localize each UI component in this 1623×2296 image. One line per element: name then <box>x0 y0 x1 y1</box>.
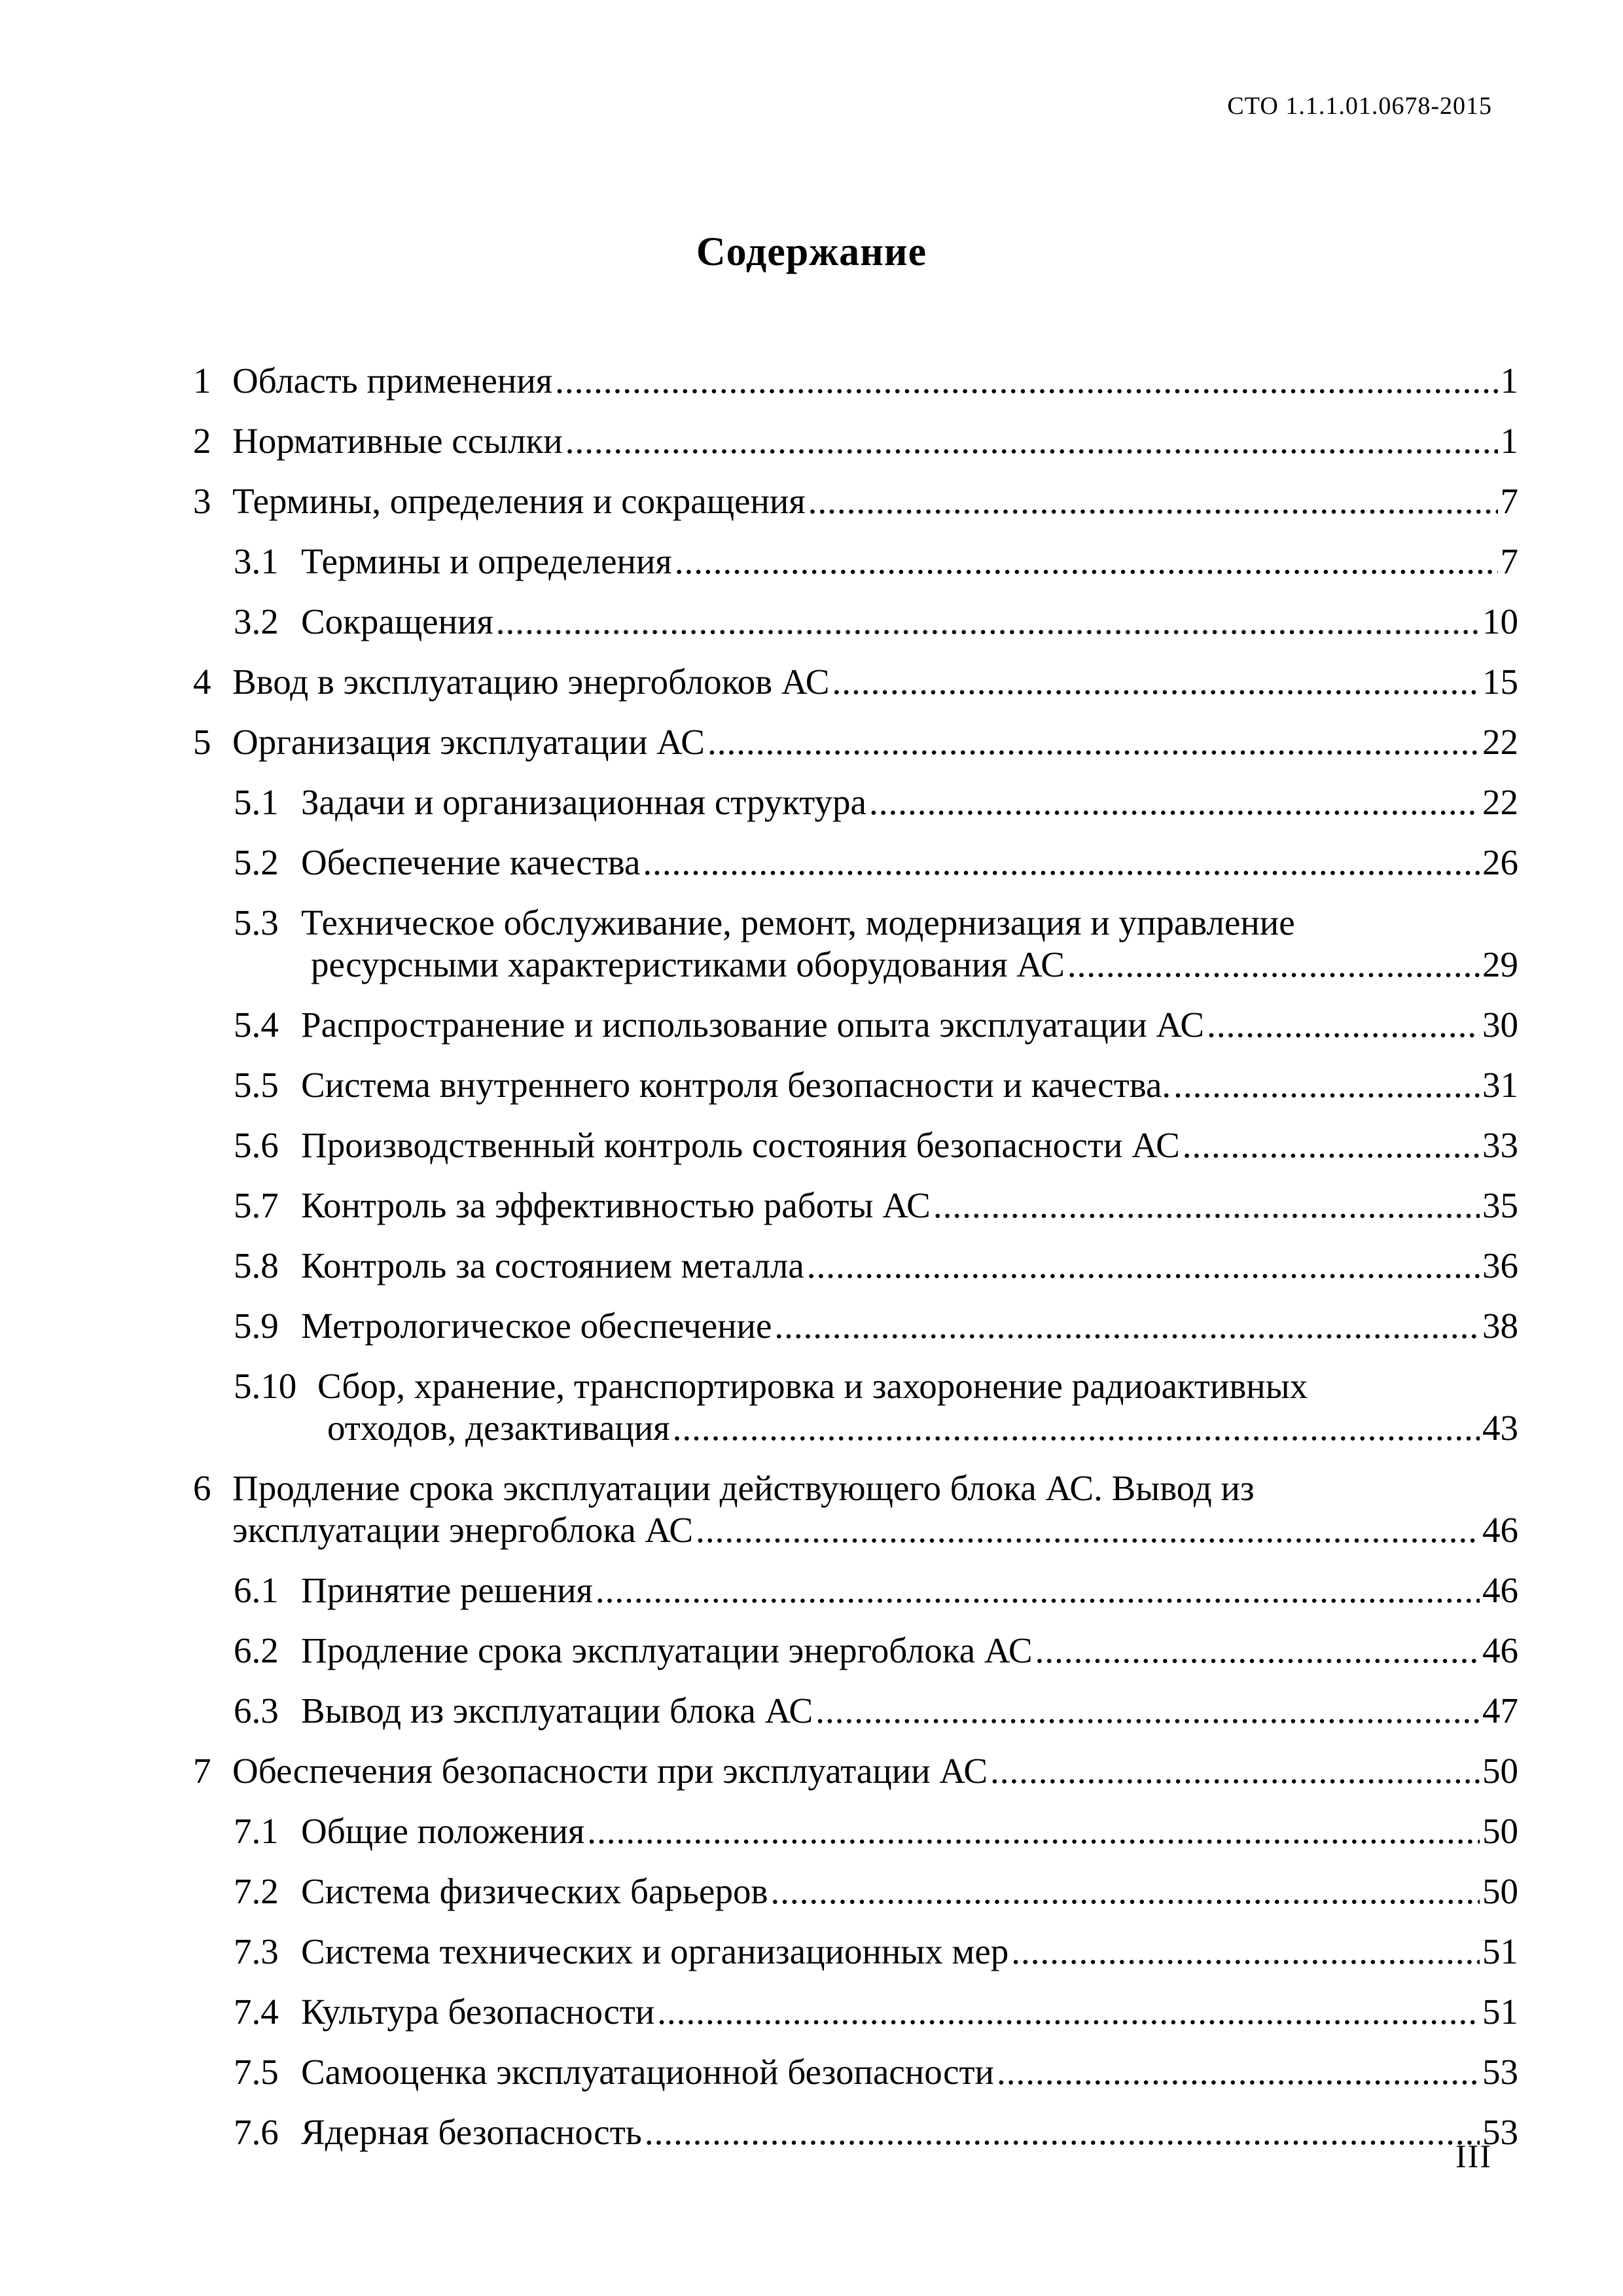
dot-leader <box>707 721 1480 763</box>
toc-entry-title: Термины и определения <box>301 541 672 581</box>
toc-entry-title: Самооценка эксплуатационной безопасности <box>301 2052 994 2092</box>
toc-entry-number: 3 <box>193 481 211 521</box>
dot-leader <box>1207 1004 1480 1046</box>
toc-entry-number: 7.4 <box>234 1992 279 2032</box>
toc-entry-number: 5.3 <box>234 903 279 942</box>
dot-leader <box>496 601 1480 643</box>
toc-entry-page: 46 <box>1482 1570 1518 1610</box>
toc-entry-number: 6.3 <box>234 1691 279 1731</box>
page-number: III <box>1455 2138 1492 2174</box>
dot-leader <box>675 541 1498 583</box>
dot-leader <box>696 1509 1480 1551</box>
toc-subentry[interactable] <box>193 601 1518 643</box>
toc-subentry[interactable] <box>193 1004 1518 1046</box>
toc-subentry[interactable] <box>193 1810 1518 1852</box>
toc-entry-page: 50 <box>1482 1811 1518 1851</box>
toc-entry-number: 5.1 <box>234 782 279 822</box>
dot-leader <box>997 2051 1480 2093</box>
toc-entry-number: 5.9 <box>234 1306 279 1346</box>
toc-entry-page: 1 <box>1500 421 1518 461</box>
toc-entry[interactable] <box>193 480 1518 522</box>
toc-entry-title: Производственный контроль состояния безопасности АС <box>301 1125 1180 1165</box>
toc-entry-page: 7 <box>1500 541 1518 581</box>
dot-leader <box>645 2111 1480 2153</box>
toc-entry-number: 2 <box>193 421 211 461</box>
document-code: СТО 1.1.1.01.0678-2015 <box>1227 92 1492 120</box>
dot-leader <box>832 661 1480 703</box>
page-title: Содержание <box>696 230 927 274</box>
toc-entry-number: 7.1 <box>234 1811 279 1851</box>
toc-entry-number: 7.3 <box>234 1931 279 1971</box>
dot-leader <box>555 360 1497 402</box>
dot-leader <box>565 420 1498 462</box>
toc-entry-page: 22 <box>1482 722 1518 762</box>
toc-entry-number: 7.5 <box>234 2052 279 2092</box>
toc-entry-number: 5 <box>193 722 211 762</box>
toc-entry-page: 51 <box>1482 1931 1518 1971</box>
toc-entry-page: 7 <box>1500 481 1518 521</box>
dot-leader <box>1067 944 1480 986</box>
toc-entry-title: Метрологическое обеспечение <box>301 1306 772 1346</box>
toc-entry-page: 53 <box>1482 2052 1518 2092</box>
toc-entry-number: 6 <box>193 1468 211 1508</box>
dot-leader <box>990 1750 1480 1792</box>
toc-subentry[interactable] <box>193 1871 1518 1912</box>
toc-entry-title: Ввод в эксплуатацию энергоблоков АС <box>232 662 830 702</box>
toc-entry-page: 47 <box>1482 1691 1518 1731</box>
toc-entry-page: 46 <box>1482 1630 1518 1670</box>
toc-entry-page: 51 <box>1482 1992 1518 2032</box>
toc-entry-page: 35 <box>1482 1185 1518 1225</box>
toc-subentry[interactable] <box>193 1365 1518 1449</box>
toc-entry-title: Система внутреннего контроля безопасности и качества. <box>301 1065 1171 1105</box>
dot-leader <box>774 1305 1480 1347</box>
toc-entry-title: Организация эксплуатации АС <box>232 722 705 762</box>
toc-entry-number: 3.1 <box>234 541 279 581</box>
toc-entry-page: 33 <box>1482 1125 1518 1165</box>
toc-entry-number: 5.4 <box>234 1005 279 1045</box>
toc-entry-number: 5.8 <box>234 1246 279 1285</box>
toc-entry-number: 7 <box>193 1751 211 1791</box>
toc-subentry[interactable] <box>193 1064 1518 1106</box>
toc-entry-title: Система физических барьеров <box>301 1871 768 1911</box>
toc-entry-page: 10 <box>1482 601 1518 641</box>
toc-entry-number: 4 <box>193 662 211 702</box>
toc-entry[interactable] <box>193 661 1518 703</box>
toc-entry-title: Ядерная безопасность <box>301 2112 642 2152</box>
dot-leader <box>869 781 1480 823</box>
toc-entry-number: 5.10 <box>234 1366 297 1406</box>
dot-leader <box>587 1810 1480 1852</box>
dot-leader <box>807 1245 1480 1287</box>
toc-entry-title: ресурсными характеристиками оборудования АС <box>311 944 1065 984</box>
toc-subentry[interactable] <box>193 1305 1518 1347</box>
toc-subentry[interactable] <box>193 842 1518 884</box>
toc-entry-title: Нормативные ссылки <box>232 421 563 461</box>
toc-entry-title: Вывод из эксплуатации блока АС <box>301 1691 813 1731</box>
toc-entry-number: 5.7 <box>234 1185 279 1225</box>
toc-entry[interactable] <box>193 420 1518 462</box>
toc-entry-title: Культура безопасности <box>301 1992 655 2032</box>
dot-leader <box>815 1690 1480 1732</box>
toc-entry-title: Контроль за состоянием металла <box>301 1246 804 1285</box>
toc-subentry[interactable] <box>193 2051 1518 2093</box>
toc-subentry[interactable] <box>193 781 1518 823</box>
toc-entry[interactable] <box>193 360 1518 402</box>
toc-entry-page: 36 <box>1482 1246 1518 1285</box>
toc-subentry[interactable] <box>193 1690 1518 1732</box>
toc-entry-page: 22 <box>1482 782 1518 822</box>
toc-entry-number: 5.6 <box>234 1125 279 1165</box>
dot-leader <box>673 1407 1480 1449</box>
toc-subentry[interactable] <box>193 1245 1518 1287</box>
toc-entry-title: Принятие решения <box>301 1570 593 1610</box>
toc-entry-title: Продление срока эксплуатации энергоблока АС <box>301 1630 1033 1670</box>
toc-subentry[interactable] <box>193 1931 1518 1973</box>
toc-subentry[interactable] <box>193 1991 1518 2033</box>
table-of-contents <box>193 360 1518 2172</box>
toc-entry-title: Система технических и организационных мер <box>301 1931 1009 1971</box>
toc-subentry[interactable] <box>193 902 1518 986</box>
toc-subentry[interactable] <box>193 1630 1518 1672</box>
toc-entry-page: 46 <box>1482 1510 1518 1550</box>
toc-entry-number: 6.1 <box>234 1570 279 1610</box>
toc-entry-title-line1: Сбор, хранение, транспортировка и захоронение радиоактивных <box>317 1366 1308 1406</box>
toc-entry-number: 3.2 <box>234 601 279 641</box>
toc-entry-title-line1: Продление срока эксплуатации действующего блока АС. Вывод из <box>232 1468 1255 1508</box>
toc-entry-title: отходов, дезактивация <box>327 1408 670 1448</box>
dot-leader <box>643 842 1480 884</box>
toc-subentry[interactable] <box>193 1185 1518 1227</box>
toc-entry-number: 5.5 <box>234 1065 279 1105</box>
dot-leader <box>933 1185 1480 1227</box>
toc-entry[interactable] <box>193 721 1518 763</box>
toc-entry-page: 30 <box>1482 1005 1518 1045</box>
dot-leader <box>1183 1124 1480 1166</box>
toc-entry-title: Общие положения <box>301 1811 585 1851</box>
toc-entry-page: 50 <box>1482 1751 1518 1791</box>
toc-entry-title: Термины, определения и сокращения <box>232 481 806 521</box>
toc-entry[interactable] <box>193 1750 1518 1792</box>
toc-entry-page: 50 <box>1482 1871 1518 1911</box>
dot-leader <box>808 480 1498 522</box>
toc-entry-number: 7.6 <box>234 2112 279 2152</box>
toc-entry-page: 31 <box>1482 1065 1518 1105</box>
toc-subentry[interactable] <box>193 1570 1518 1611</box>
toc-entry-title: Область применения <box>232 361 553 401</box>
toc-entry-page: 53 <box>1482 2112 1518 2152</box>
toc-entry-page: 43 <box>1482 1408 1518 1448</box>
toc-entry-title: Обеспечение качества <box>301 842 641 882</box>
toc-entry-number: 1 <box>193 361 211 401</box>
dot-leader <box>1173 1064 1480 1106</box>
toc-entry-page: 29 <box>1482 944 1518 984</box>
toc-entry-title: Задачи и организационная структура <box>301 782 866 822</box>
toc-entry-title: Контроль за эффективностью работы АС <box>301 1185 931 1225</box>
toc-entry[interactable] <box>193 1467 1518 1551</box>
toc-entry-title-line1: Техническое обслуживание, ремонт, модернизация и управление <box>301 903 1295 942</box>
dot-leader <box>657 1991 1480 2033</box>
toc-entry-page: 15 <box>1482 662 1518 702</box>
dot-leader <box>596 1570 1480 1611</box>
toc-entry-title: Сокращения <box>301 601 493 641</box>
toc-entry-page: 26 <box>1482 842 1518 882</box>
toc-entry-number: 6.2 <box>234 1630 279 1670</box>
dot-leader <box>770 1871 1480 1912</box>
dot-leader <box>1011 1931 1480 1973</box>
toc-entry-title: эксплуатации энергоблока АС <box>232 1510 694 1550</box>
toc-entry-page: 1 <box>1500 361 1518 401</box>
dot-leader <box>1035 1630 1480 1672</box>
toc-subentry[interactable] <box>193 1124 1518 1166</box>
toc-subentry[interactable] <box>193 541 1518 583</box>
toc-entry-number: 7.2 <box>234 1871 279 1911</box>
toc-subentry[interactable] <box>193 2111 1518 2153</box>
toc-entry-number: 5.2 <box>234 842 279 882</box>
toc-entry-page: 38 <box>1482 1306 1518 1346</box>
toc-entry-title: Обеспечения безопасности при эксплуатации АС <box>232 1751 988 1791</box>
toc-entry-title: Распространение и использование опыта эксплуатации АС <box>301 1005 1205 1045</box>
